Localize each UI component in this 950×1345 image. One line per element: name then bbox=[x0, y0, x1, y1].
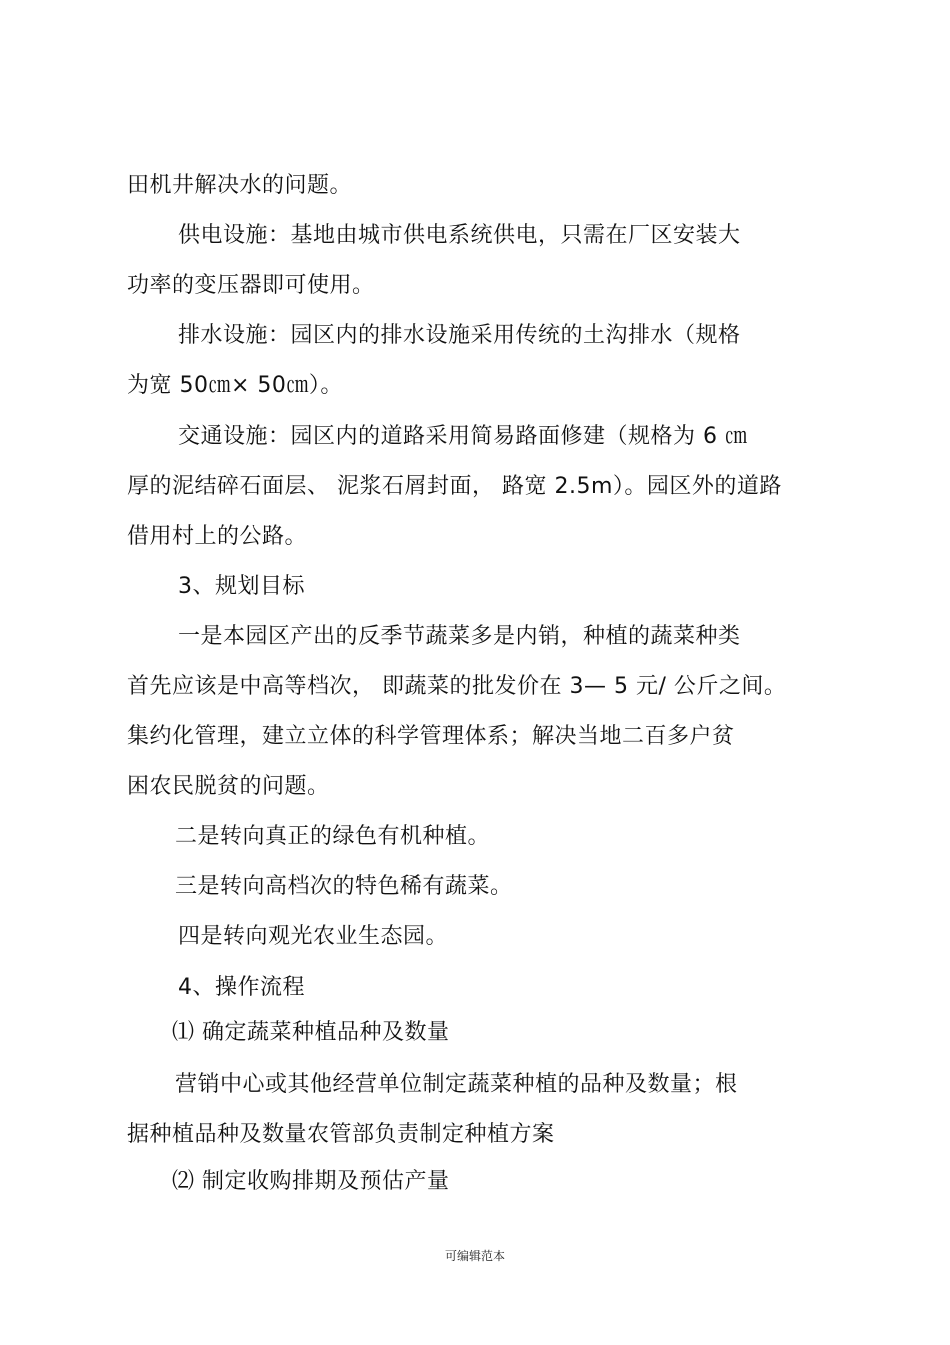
section-heading: 3、规划目标 bbox=[178, 574, 305, 599]
text-line: 排水设施：园区内的排水设施采用传统的土沟排水（规格 bbox=[178, 323, 741, 348]
text-line: 据种植品种及数量农管部负责制定种植方案 bbox=[127, 1122, 555, 1147]
subsection-heading: ⑴ 确定蔬菜种植品种及数量 bbox=[172, 1020, 450, 1045]
text-line: 厚的泥结碎石面层、 泥浆石屑封面， 路宽 2.5m）。园区外的道路 bbox=[127, 474, 782, 499]
text-line: 一是本园区产出的反季节蔬菜多是内销，种植的蔬菜种类 bbox=[178, 624, 741, 649]
text-line: 三是转向高档次的特色稀有蔬菜。 bbox=[175, 874, 513, 899]
text-line: 营销中心或其他经营单位制定蔬菜种植的品种及数量；根 bbox=[175, 1072, 738, 1097]
text-line: 供电设施：基地由城市供电系统供电，只需在厂区安装大 bbox=[178, 223, 741, 248]
text-line: 困农民脱贫的问题。 bbox=[127, 774, 330, 799]
text-line: 交通设施：园区内的道路采用简易路面修建（规格为 6 ㎝ bbox=[178, 424, 748, 449]
subsection-heading: ⑵ 制定收购排期及预估产量 bbox=[172, 1169, 450, 1194]
text-line: 田机井解决水的问题。 bbox=[127, 173, 353, 198]
section-heading: 4、操作流程 bbox=[178, 975, 305, 1000]
text-line: 集约化管理，建立立体的科学管理体系；解决当地二百多户贫 bbox=[127, 724, 735, 749]
text-line: 功率的变压器即可使用。 bbox=[127, 273, 375, 298]
text-line: 二是转向真正的绿色有机种植。 bbox=[175, 824, 491, 849]
text-line: 四是转向观光农业生态园。 bbox=[178, 924, 449, 949]
page-footer: 可编辑范本 bbox=[444, 1249, 505, 1263]
text-line: 借用村上的公路。 bbox=[127, 524, 308, 549]
text-line: 首先应该是中高等档次， 即蔬菜的批发价在 3— 5 元/ 公斤之间。 bbox=[127, 674, 787, 699]
text-line: 为宽 50㎝× 50㎝）。 bbox=[127, 373, 343, 398]
